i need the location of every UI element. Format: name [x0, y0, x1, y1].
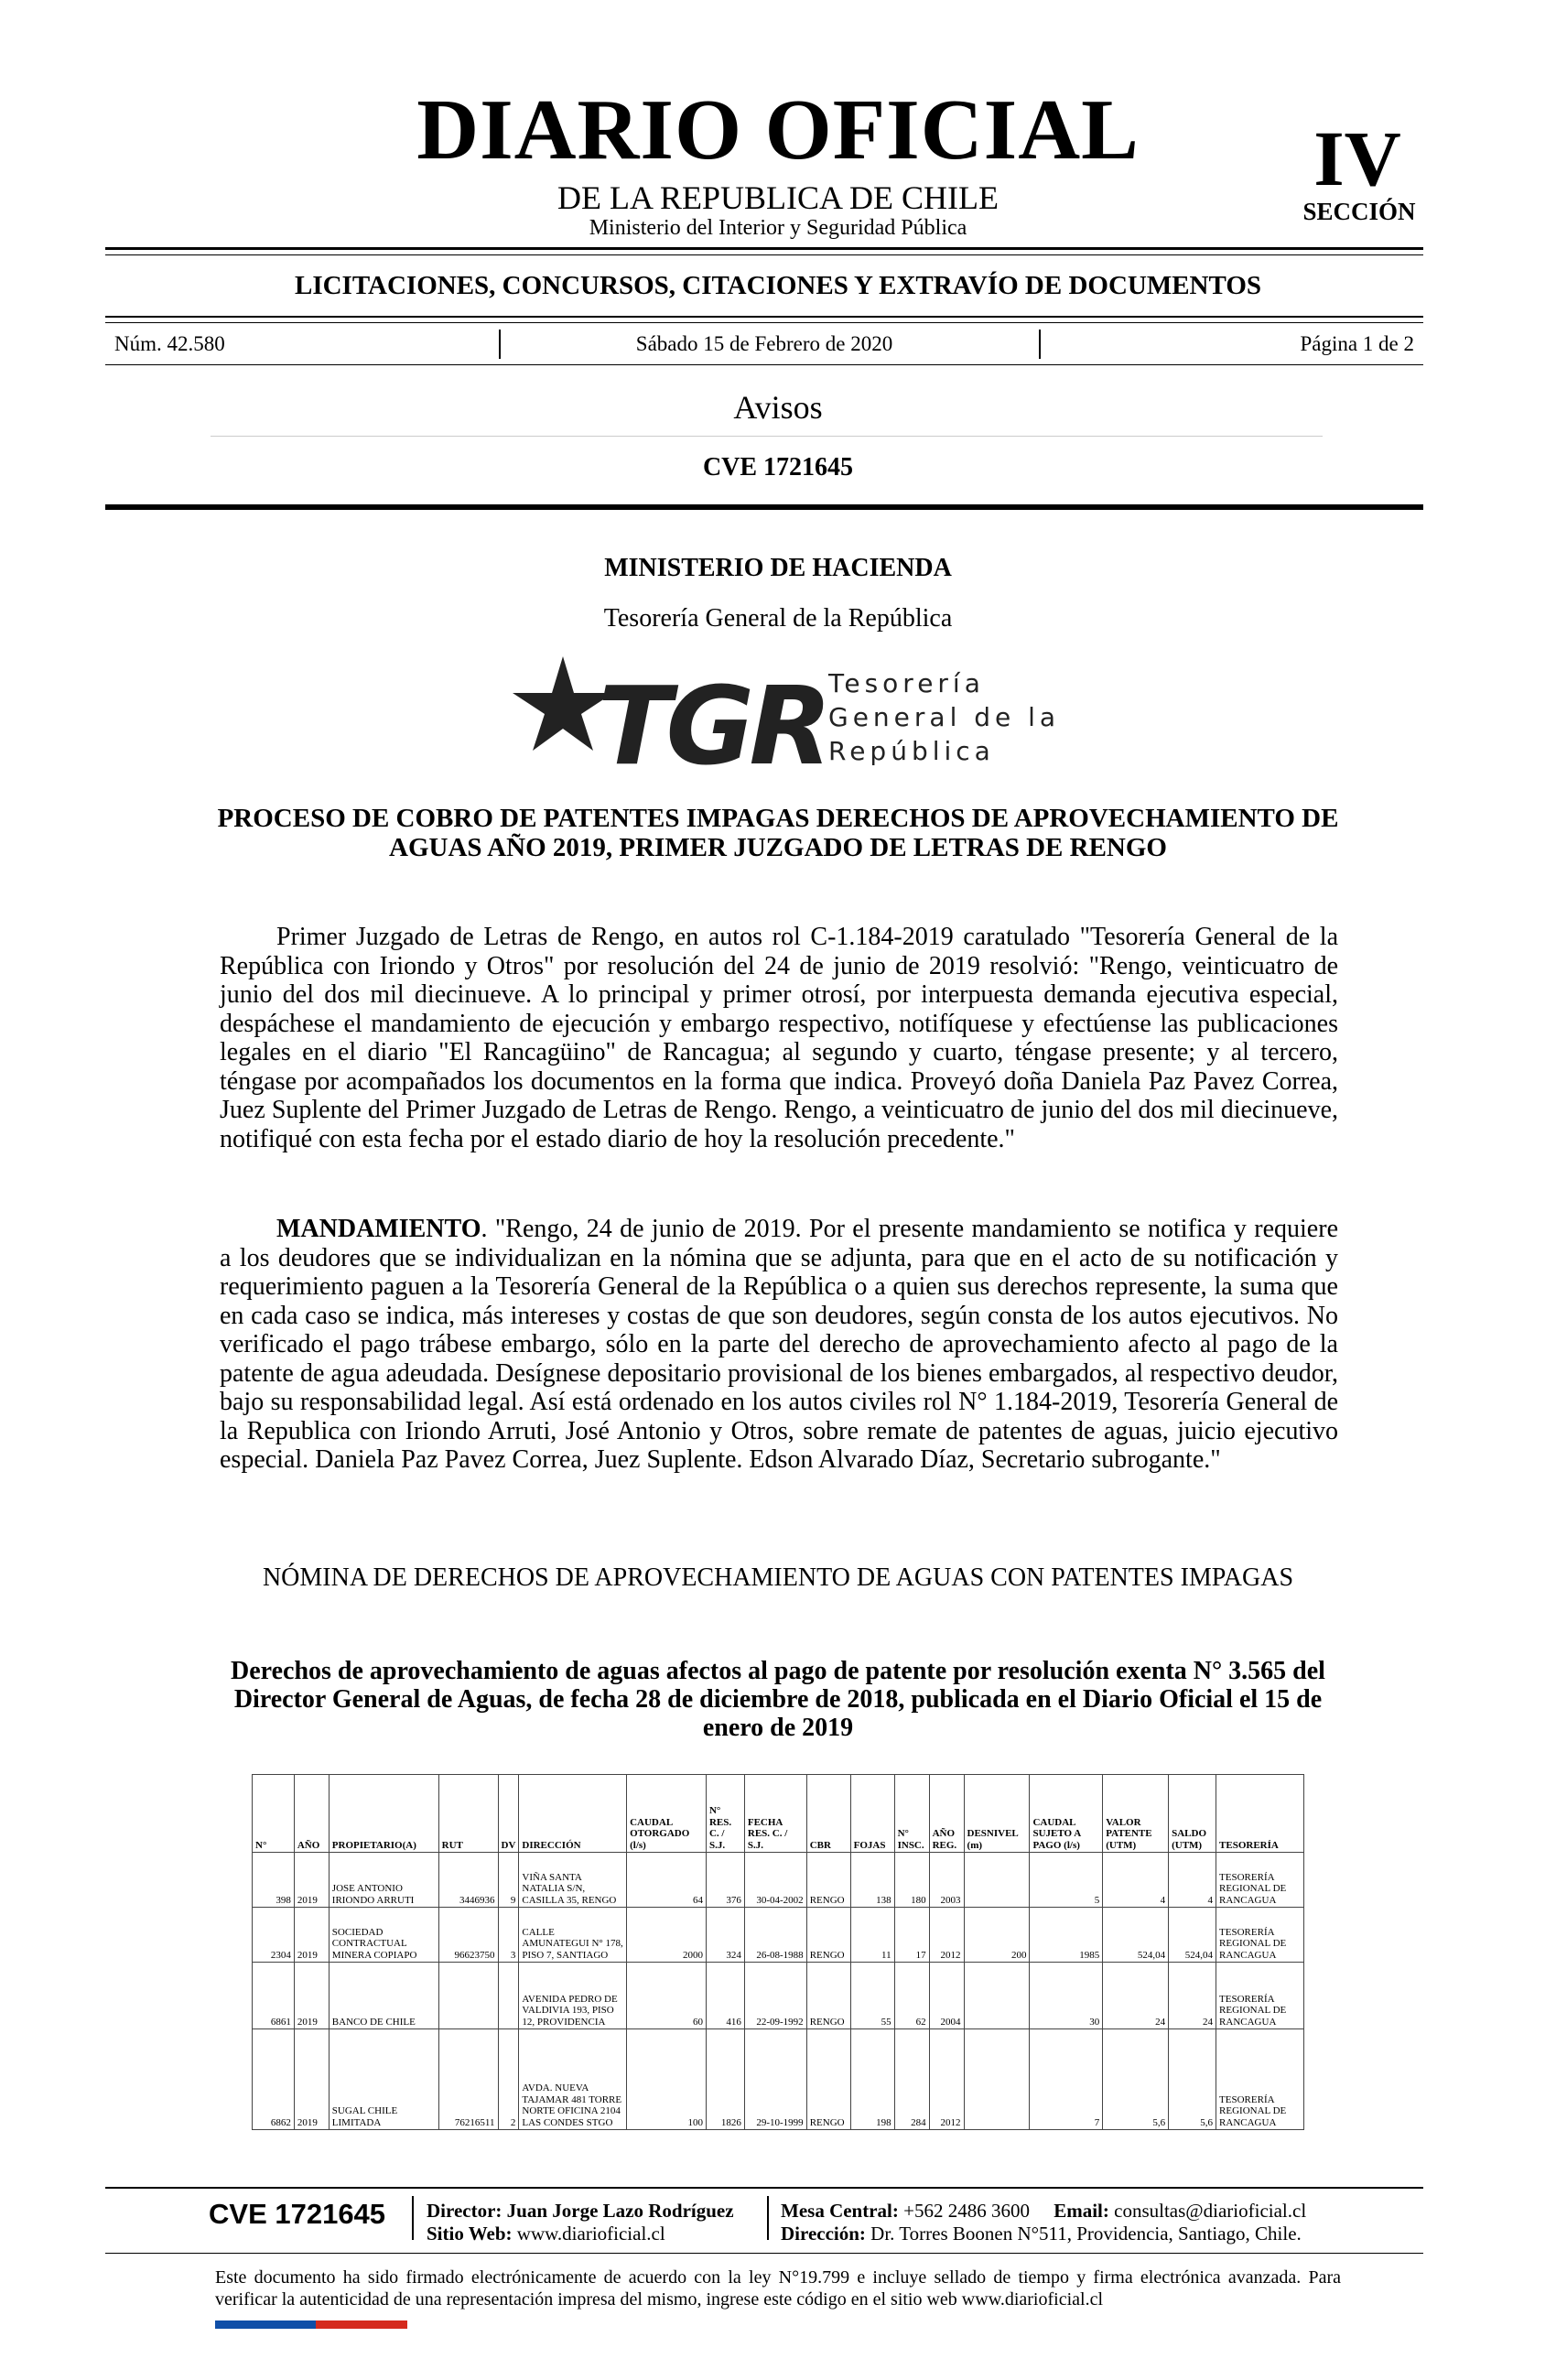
issue-number: Núm. 42.580 — [114, 332, 225, 355]
table-cell: 2000 — [627, 1908, 707, 1963]
table-cell: 62 — [894, 1963, 929, 2029]
website-link[interactable]: www.diarioficial.cl — [516, 2223, 665, 2245]
table-cell: 30-04-2002 — [744, 1853, 806, 1908]
table-cell: 180 — [894, 1853, 929, 1908]
table-cell — [964, 1853, 1030, 1908]
section-title: Avisos — [733, 389, 823, 426]
column-header: CAUDAL SUJETO A PAGO (l/s) — [1030, 1775, 1103, 1853]
page-indicator: Página 1 de 2 — [1300, 332, 1414, 355]
footer-director — [427, 2200, 734, 2245]
table-cell: TESORERÍA REGIONAL DE RANCAGUA — [1216, 1908, 1304, 1963]
table-cell — [964, 1963, 1030, 2029]
newspaper-subtitle: DE LA REPUBLICA DE CHILE — [557, 179, 999, 216]
table-row — [253, 1908, 1304, 1963]
table-cell: 2019 — [294, 1908, 329, 1963]
table-cell: 416 — [706, 1963, 744, 2029]
table-row — [253, 1963, 1304, 2029]
table-cell: 200 — [964, 1908, 1030, 1963]
paragraph-text: Primer Juzgado de Letras de Rengo, en autos rol C-1.184-2019 caratulado "Tesorería General de la República con Iriondo y Otros" por resolución del 24 de junio de 2019 resolvió: "Rengo, veinticuatro de junio del dos mil diecinueve. A lo principal y primer otrosí, por interpuesta demanda ejecutiva especial, despáchese el mandamiento de ejecución y embargo respectivo, notifíquese y efectúense las publicaciones legales en el diario "El Rancagüino" de Rancagua; al segundo y cuarto, téngase presente; y al tercero, téngase por acompañados los documentos en la forma que indica. Proveyó doña Daniela Paz Pavez Correa, Juez Suplente del Primer Juzgado de Letras de Rengo. Rengo, a veinticuatro de junio del dos mil diecinueve, notifiqué con esta fecha por el estado diario de hoy la resolución precedente." — [220, 923, 1338, 1153]
footer-separator — [412, 2196, 414, 2240]
column-header: TESORERÍA — [1216, 1775, 1304, 1853]
table-cell: 76216511 — [438, 2029, 498, 2130]
logo-mark: TGR — [598, 663, 827, 775]
table-cell: 3 — [498, 1908, 519, 1963]
table-cell: 2012 — [929, 2029, 964, 2130]
flag-bar — [215, 2320, 407, 2329]
table-cell: 2012 — [929, 1908, 964, 1963]
address-label: Dirección: — [781, 2223, 866, 2245]
footer-contact — [781, 2200, 1306, 2245]
table-cell: 1826 — [706, 2029, 744, 2130]
ministry-line: Ministerio del Interior y Seguridad Pública — [589, 216, 967, 240]
table-cell: 524,04 — [1103, 1908, 1169, 1963]
table-cell: RENGO — [806, 1853, 850, 1908]
table-cell: 7 — [1030, 2029, 1103, 2130]
column-header: DESNIVEL (m) — [964, 1775, 1030, 1853]
flag-blue-segment — [215, 2320, 316, 2329]
column-header: DIRECCIÓN — [519, 1775, 627, 1853]
flag-red-segment — [316, 2320, 407, 2329]
table-cell: RENGO — [806, 1963, 850, 2029]
category-title: LICITACIONES, CONCURSOS, CITACIONES Y EXTRAVÍO DE DOCUMENTOS — [294, 271, 1262, 300]
signature-disclaimer: Este documento ha sido firmado electrónicamente de acuerdo con la ley N°19.799 e incluye sellado de tiempo y firma electrónica avanzada. Para verificar la autenticidad de una representación impresa del mismo, ingrese este código en el sitio web www.diarioficial.cl — [215, 2267, 1341, 2310]
table-cell: AVDA. NUEVA TAJAMAR 481 TORRE NORTE OFICINA 2104 LAS CONDES STGO — [519, 2029, 627, 2130]
table-cell: 2019 — [294, 2029, 329, 2130]
table-cell: 30 — [1030, 1963, 1103, 2029]
resolution-title: Derechos de aprovechamiento de aguas afectos al pago de patente por resolución exenta N° 3.565 del Director General de Aguas, de fecha 28 de diciembre de 2018, publicada en el Diario Oficial el 15 de enero de 2019 — [231, 1657, 1325, 1742]
table-cell: 2 — [498, 2029, 519, 2130]
column-header: SALDO (UTM) — [1169, 1775, 1216, 1853]
table-cell: 138 — [850, 1853, 894, 1908]
table-cell: 26-08-1988 — [744, 1908, 806, 1963]
cve-code: CVE 1721645 — [702, 453, 854, 481]
table-cell — [498, 1963, 519, 2029]
column-header: N° INSC. — [894, 1775, 929, 1853]
issue-date: Sábado 15 de Febrero de 2020 — [635, 332, 893, 355]
table-cell: 24 — [1169, 1963, 1216, 2029]
category-rule — [105, 316, 1423, 318]
table-cell: SOCIEDAD CONTRACTUAL MINERA COPIAPO — [329, 1908, 438, 1963]
table-cell: 60 — [627, 1963, 707, 2029]
table-cell: 324 — [706, 1908, 744, 1963]
table-cell: 4 — [1103, 1853, 1169, 1908]
section-label: SECCIÓN — [1302, 198, 1416, 225]
notice-heading: PROCESO DE COBRO DE PATENTES IMPAGAS DERECHOS DE APROVECHAMIENTO DE AGUAS AÑO 2019, PRIMER JUZGADO DE LETRAS DE RENGO — [217, 804, 1339, 862]
table-cell: 198 — [850, 2029, 894, 2130]
table-cell: 376 — [706, 1853, 744, 1908]
logo-line: Tesorería — [828, 668, 985, 698]
debtors-table — [252, 1774, 1304, 2130]
column-header: N° RES. C. / S.J. — [706, 1775, 744, 1853]
table-cell: 398 — [253, 1853, 295, 1908]
table-cell: 11 — [850, 1908, 894, 1963]
category-rule-thin — [105, 322, 1423, 323]
column-header: FECHA RES. C. / S.J. — [744, 1775, 806, 1853]
table-cell: 5,6 — [1169, 2029, 1216, 2130]
table-cell: 64 — [627, 1853, 707, 1908]
table-cell: 2304 — [253, 1908, 295, 1963]
column-header: AÑO — [294, 1775, 329, 1853]
table-cell: VIÑA SANTA NATALIA S/N, CASILLA 35, RENGO — [519, 1853, 627, 1908]
table-cell: AVENIDA PEDRO DE VALDIVIA 193, PISO 12, PROVIDENCIA — [519, 1963, 627, 2029]
section-number: IV — [1313, 114, 1401, 202]
column-header: RUT — [438, 1775, 498, 1853]
table-cell: 4 — [1169, 1853, 1216, 1908]
table-cell: 6862 — [253, 2029, 295, 2130]
table-cell: 24 — [1103, 1963, 1169, 2029]
table-cell — [964, 2029, 1030, 2130]
section-divider — [211, 436, 1323, 437]
header-rule — [105, 247, 1423, 250]
institution-name: Tesorería General de la República — [603, 604, 953, 633]
table-cell: 6861 — [253, 1963, 295, 2029]
footer-rule-thin — [105, 2253, 1423, 2254]
table-cell: 96623750 — [438, 1908, 498, 1963]
table-cell: 2003 — [929, 1853, 964, 1908]
logo-line: General de la — [828, 702, 1061, 732]
table-cell: 2019 — [294, 1853, 329, 1908]
table-cell: 17 — [894, 1908, 929, 1963]
table-cell: 100 — [627, 2029, 707, 2130]
table-cell — [438, 1963, 498, 2029]
column-header: CBR — [806, 1775, 850, 1853]
table-cell: RENGO — [806, 2029, 850, 2130]
paragraph-text: . "Rengo, 24 de junio de 2019. Por el presente mandamiento se notifica y requiere a los deudores que se individualizan en la nómina que se adjunta, para que en el acto de su notificación y requerimiento paguen a la Tesorería General de la República o a quien sus derechos represente, la suma que en cada caso se indica, más intereses y costas de que son deudores, según consta de los autos ejecutivos. No verificado el pago trábese embargo, sólo en la parte del derecho de aprovechamiento afecto al pago de la patente de agua adeudada. Desígnese depositario provisional de los bienes embargados, al respectivo deudor, bajo su responsabilidad legal. Así está ordenado en los autos civiles rol N° 1.184-2019, Tesorería General de la Republica con Iriondo Arruti, José Antonio y Otros, sobre remate de patentes de aguas, juicio ejecutivo especial. Daniela Paz Pavez Correa, Juez Suplente. Edson Alvarado Díaz, Secretario subrogante." — [220, 1215, 1338, 1474]
email-label: Email: — [1054, 2200, 1109, 2222]
table-cell: TESORERÍA REGIONAL DE RANCAGUA — [1216, 2029, 1304, 2130]
phone-label: Mesa Central: — [781, 2200, 899, 2222]
email-link[interactable]: consultas@diarioficial.cl — [1114, 2200, 1307, 2222]
table-cell: 9 — [498, 1853, 519, 1908]
column-header: FOJAS — [850, 1775, 894, 1853]
table-cell: 29-10-1999 — [744, 2029, 806, 2130]
column-header: N° — [253, 1775, 295, 1853]
website-label: Sitio Web: — [427, 2223, 513, 2245]
table-cell: CALLE AMUNATEGUI N° 178, PISO 7, SANTIAGO — [519, 1908, 627, 1963]
column-header: AÑO REG. — [929, 1775, 964, 1853]
header-rule-thin — [105, 254, 1423, 255]
body-paragraph — [220, 923, 1338, 1153]
table-header-row — [253, 1775, 1304, 1853]
logo-wordmark — [828, 666, 1060, 768]
nomina-title: NÓMINA DE DERECHOS DE APROVECHAMIENTO DE AGUAS CON PATENTES IMPAGAS — [262, 1563, 1294, 1592]
table-cell: 5 — [1030, 1853, 1103, 1908]
table-cell: 524,04 — [1169, 1908, 1216, 1963]
newspaper-title: DIARIO OFICIAL — [416, 82, 1140, 178]
director-name: Juan Jorge Lazo Rodríguez — [506, 2200, 734, 2222]
table-cell: 2004 — [929, 1963, 964, 2029]
table-cell: TESORERÍA REGIONAL DE RANCAGUA — [1216, 1963, 1304, 2029]
column-header: DV — [498, 1775, 519, 1853]
table-cell: 284 — [894, 2029, 929, 2130]
footer-cve-code: CVE 1721645 — [209, 2198, 386, 2230]
table-cell: 5,6 — [1103, 2029, 1169, 2130]
logo-line: República — [828, 736, 995, 766]
column-header: VALOR PATENTE (UTM) — [1103, 1775, 1169, 1853]
column-header: PROPIETARIO(A) — [329, 1775, 438, 1853]
footer-rule — [105, 2187, 1423, 2189]
column-header: CAUDAL OTORGADO (l/s) — [627, 1775, 707, 1853]
table-cell: 3446936 — [438, 1853, 498, 1908]
table-row — [253, 1853, 1304, 1908]
paragraph-lead: MANDAMIENTO — [276, 1215, 481, 1243]
address-text: Dr. Torres Boonen N°511, Providencia, Santiago, Chile. — [870, 2223, 1302, 2245]
cve-rule — [105, 504, 1423, 510]
ministry-heading: MINISTERIO DE HACIENDA — [604, 554, 952, 582]
phone-number: +562 2486 3600 — [903, 2200, 1030, 2222]
table-cell: BANCO DE CHILE — [329, 1963, 438, 2029]
table-cell: 2019 — [294, 1963, 329, 2029]
issue-separator — [1039, 330, 1041, 359]
director-label: Director: — [427, 2200, 502, 2222]
table-cell: RENGO — [806, 1908, 850, 1963]
table-cell: 22-09-1992 — [744, 1963, 806, 2029]
table-cell: SUGAL CHILE LIMITADA — [329, 2029, 438, 2130]
body-paragraph — [220, 1215, 1338, 1475]
table-cell: TESORERÍA REGIONAL DE RANCAGUA — [1216, 1853, 1304, 1908]
table-cell: 1985 — [1030, 1908, 1103, 1963]
footer-separator — [767, 2196, 769, 2240]
table-cell: 55 — [850, 1963, 894, 2029]
table-row — [253, 2029, 1304, 2130]
table-cell: JOSE ANTONIO IRIONDO ARRUTI — [329, 1853, 438, 1908]
issue-rule — [105, 364, 1423, 365]
